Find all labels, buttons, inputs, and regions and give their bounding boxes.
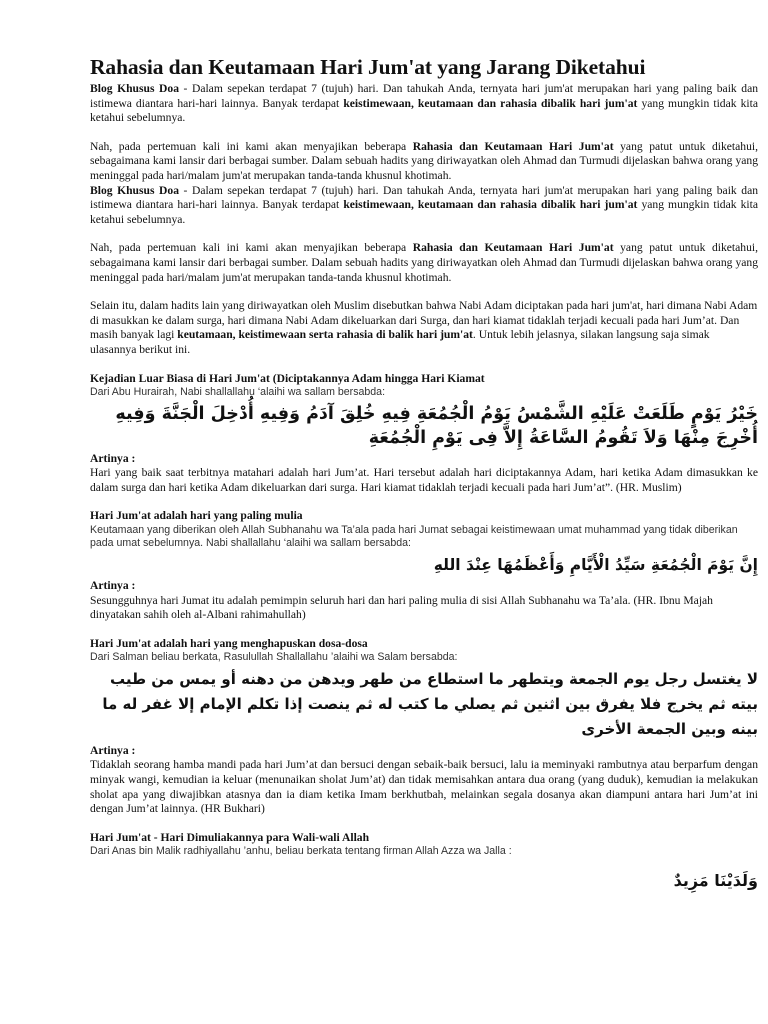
- section-source: Dari Anas bin Malik radhiyallahu ’anhu, beliau berkata tentang firman Allah Azza wa Jalla :: [90, 845, 512, 858]
- artinya-label: Artinya :: [90, 578, 136, 592]
- section-adam-creation: [90, 372, 758, 496]
- artinya-label: Artinya :: [90, 451, 136, 465]
- artinya-label: Artinya :: [90, 743, 136, 757]
- section-sin-erasing-day: [90, 637, 758, 817]
- section-source: Keutamaan yang diberikan oleh Allah Subhanahu wa Ta’ala pada hari Jumat sebagai keistimewaan umat muhammad yang tidak diberikan pada umat sebelumnya. Nabi shallallahu ‘alaihi wa sallam bersabda:: [90, 523, 738, 550]
- intro-paragraph-1: Blog Khusus Doa - Dalam sepekan terdapat 7 (tujuh) hari. Dan tahukah Anda, ternyata hari jum'at merupakan hari yang paling baik dan istimewa diantara hari-hari lainnya. Banyak terdapat keistimewaan, keutamaan dan rahasia dibalik hari jum'at yang mungkin tidak kita ketahui sebelumnya.: [90, 82, 759, 125]
- section-heading: Hari Jum'at adalah hari yang paling mulia: [90, 509, 303, 523]
- page-title: Rahasia dan Keutamaan Hari Jum'at yang Jarang Diketahui: [90, 55, 646, 79]
- section-source: Dari Abu Hurairah, Nabi shallallahu ‘alaihi wa sallam bersabda:: [90, 386, 386, 399]
- hadith-translation: Tidaklah seorang hamba mandi pada hari Jum’at dan bersuci dengan sebaik-baik bersuci, lalu ia meminyaki rambutnya atau berparfum dengan minyak wangi, kemudian ia keluar (menunaikan sholat Jum’at) dan tidak memisahkan antara dua orang (yang duduk), kemudian ia melakukan sholat apa yang diwajibkan atasnya dan ia diam ketika Imam berkhutbah, melainkan segala dosanya akan diampuni antara hari Jum’at ini dengan Jum’at lainnya. (HR Bukhari): [90, 758, 758, 816]
- section-heading: Hari Jum'at - Hari Dimuliakannya para Wali-wali Allah: [90, 830, 370, 844]
- section-source: Dari Salman beliau berkata, Rasulullah Shallallahu ’alaihi wa Salam bersabda:: [90, 651, 458, 664]
- section-most-noble-day: [90, 509, 758, 622]
- arabic-hadith: إِنَّ يَوْمَ الْجُمُعَةِ سَيِّدُ الْأَيَّامِ وَأَعْظَمُهَا عِنْدَ اللهِ: [433, 555, 758, 574]
- hadith-translation: Hari yang baik saat terbitnya matahari adalah hari Jum’at. Hari tersebut adalah hari diciptakannya Adam, hari ketika Adam dimasukkan ke dalam surga dan hari ketika Adam dikeluarkan dari surga. Hari kiamat tidaklah terjadi kecuali pada hari Jum’at”. (HR. Muslim): [90, 466, 758, 494]
- section-wali-allah: [90, 831, 758, 893]
- arabic-hadith: لا يغتسل رجل يوم الجمعة ويتطهر ما استطاع من طهر ويدهن من دهنه أو يمس من طيب بيته ثم يخرج فلا يفرق بين اثنين ثم يصلي ما كتب له ثم ينصت إذا تكلم الإمام إلا غفر له ما بينه وبين الجمعة الأخرى: [102, 669, 758, 738]
- section-heading: Kejadian Luar Biasa di Hari Jum'at (Diciptakannya Adam hingga Hari Kiamat: [90, 371, 485, 385]
- arabic-verse: وَلَدَيْنَا مَزِيدٌ: [673, 870, 758, 890]
- blog-brand: Blog Khusus Doa: [90, 82, 179, 95]
- intro-paragraph-2: Nah, pada pertemuan kali ini kami akan menyajikan beberapa Rahasia dan Keutamaan Hari Jum'at yang patut untuk diketahui, sebagaimana kami lansir dari berbagai sumber. Dalam sebuah hadits yang diriwayatkan oleh Ahmad dan Turmudi dijelaskan bahwa orang yang meninggal pada hari/malam jum'at merupakan tanda-tanda khusnul khotimah.: [90, 139, 758, 182]
- hadith-translation: Sesungguhnya hari Jumat itu adalah pemimpin seluruh hari dan hari paling mulia di sisi Allah Subhanahu wa Ta’ala. (HR. Ibnu Majah dinyatakan sahih oleh al-Albani rahimahullah): [90, 593, 713, 622]
- intro-paragraph-3: Selain itu, dalam hadits lain yang diriwayatkan oleh Muslim disebutkan bahwa Nabi Adam diciptakan pada hari jum'at, hari dimana Nabi Adam di masukkan ke dalam surga, hari dimana Nabi Adam dikeluarkan dari Surga, dan hari kiamat tidaklah terjadi kecuali pada hari Jum’at. Dan masih banyak lagi keutamaan, keistimewaan serta rahasia di balik hari jum'at. Untuk lebih jelasnya, silakan langsung saja simak ulasannya berikut ini.: [90, 299, 758, 356]
- section-heading: Hari Jum'at adalah hari yang menghapuskan dosa-dosa: [90, 636, 368, 650]
- intro-paragraph-1-repeat: Blog Khusus Doa - Dalam sepekan terdapat 7 (tujuh) hari. Dan tahukah Anda, ternyata hari jum'at merupakan hari yang paling baik dan istimewa diantara hari-hari lainnya. Banyak terdapat keistimewaan, keutamaan dan rahasia dibalik hari jum'at yang mungkin tidak kita ketahui sebelumnya.: [90, 183, 759, 226]
- arabic-hadith: خَيْرُ يَوْمٍ طَلَعَتْ عَلَيْهِ الشَّمْسُ يَوْمُ الْجُمُعَةِ فِيهِ خُلِقَ آدَمُ وَفِيهِ أُدْخِلَ الْجَنَّةَ وَفِيهِ أُخْرِجَ مِنْهَا وَلاَ تَقُومُ السَّاعَةُ إِلاَّ فِى يَوْمِ الْجُمُعَةِ: [115, 403, 758, 448]
- intro-paragraph-2-repeat: Nah, pada pertemuan kali ini kami akan menyajikan beberapa Rahasia dan Keutamaan Hari Jum'at yang patut untuk diketahui, sebagaimana kami lansir dari berbagai sumber. Dalam sebuah hadits yang diriwayatkan oleh Ahmad dan Turmudi dijelaskan bahwa orang yang meninggal pada hari/malam jum'at merupakan tanda-tanda khusnul khotimah.: [90, 241, 758, 284]
- blog-brand: Blog Khusus Doa: [90, 183, 179, 197]
- document-page: [90, 54, 758, 893]
